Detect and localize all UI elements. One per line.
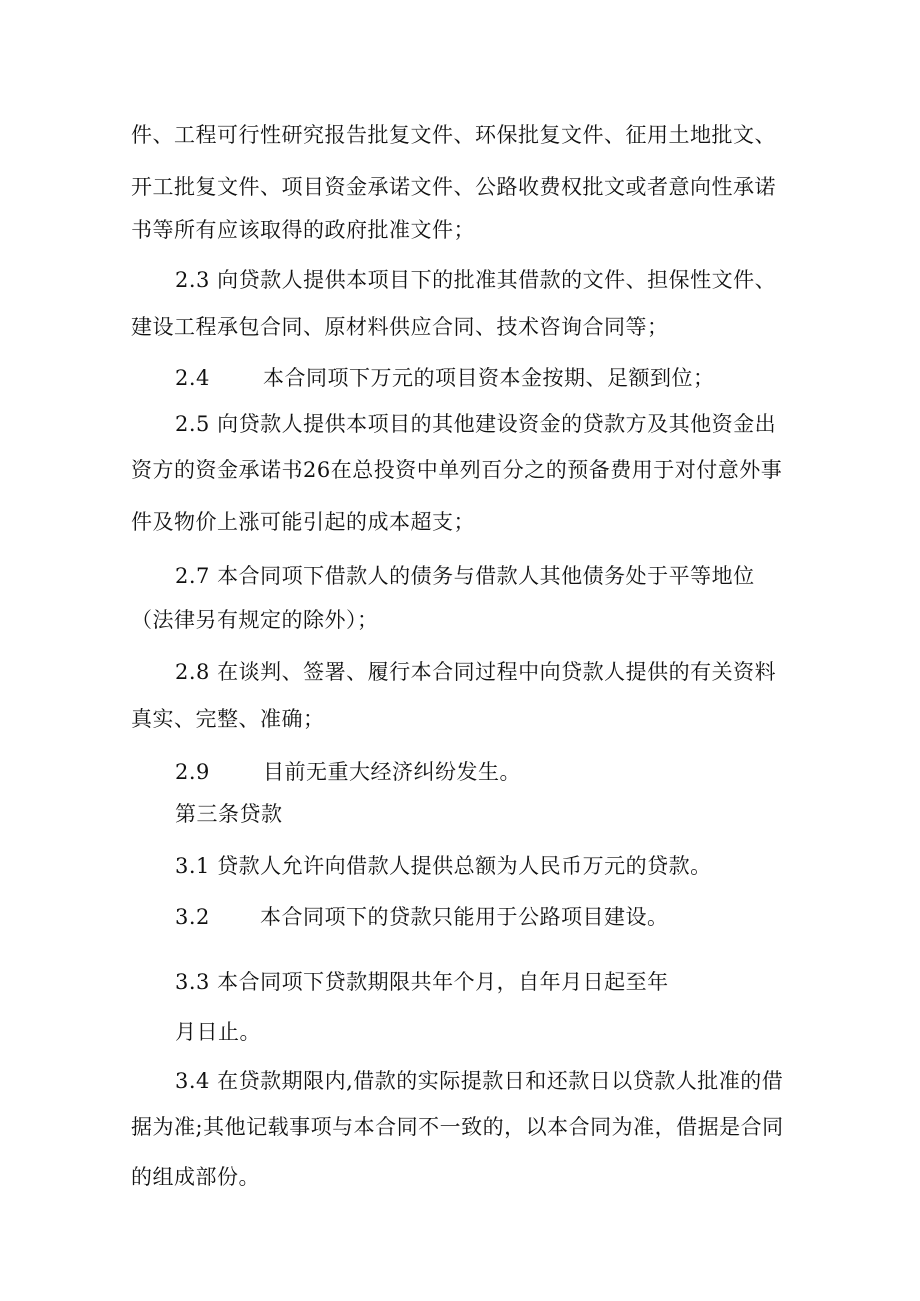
paragraph-line: 月日止。 bbox=[175, 1020, 261, 1044]
paragraph-line: 据为准;其他记载事项与本合同不一致的，以本合同为准，借据是合同 bbox=[131, 1115, 784, 1139]
paragraph-line: （法律另有规定的除外）； bbox=[131, 608, 379, 632]
clause-2-9 bbox=[175, 759, 521, 785]
clause-text: 本合同项下万元的项目资本金按期、足额到位； bbox=[263, 366, 715, 390]
paragraph-line: 开工批复文件、项目资金承诺文件、公路收费权批文或者意向性承诺 bbox=[131, 175, 776, 199]
clause-2-5-line: 2.5 向贷款人提供本项目的其他建设资金的贷款方及其他资金出 bbox=[175, 412, 777, 436]
clause-2-7-line: 2.7 本合同项下借款人的债务与借款人其他债务处于平等地位 bbox=[175, 564, 755, 588]
clause-2-8-line: 2.8 在谈判、签署、履行本合同过程中向贷款人提供的有关资料 bbox=[175, 660, 777, 684]
clause-2-3-line: 2.3 向贷款人提供本项目下的批准其借款的文件、担保性文件、 bbox=[175, 268, 777, 292]
clause-number: 2.9 bbox=[175, 760, 210, 784]
clause-number: 2.4 bbox=[175, 366, 210, 390]
section-heading: 第三条贷款 bbox=[175, 802, 283, 826]
paragraph-line: 件、工程可行性研究报告批复文件、环保批复文件、征用土地批文、 bbox=[131, 123, 776, 147]
clause-3-4-line: 3.4 在贷款期限内,借款的实际提款日和还款日以贷款人批准的借 bbox=[175, 1069, 784, 1093]
paragraph-line: 件及物价上涨可能引起的成本超支； bbox=[131, 510, 475, 534]
paragraph-line: 建设工程承包合同、原材料供应合同、技术咨询合同等； bbox=[131, 315, 669, 339]
paragraph-line: 真实、完整、准确； bbox=[131, 707, 325, 731]
clause-2-4 bbox=[175, 365, 715, 391]
clause-3-3-line: 3.3 本合同项下贷款期限共年个月，自年月日起至年 bbox=[175, 970, 669, 994]
clause-text: 目前无重大经济纠纷发生。 bbox=[263, 760, 521, 784]
clause-3-2 bbox=[175, 904, 669, 930]
paragraph-line: 书等所有应该取得的政府批准文件； bbox=[131, 218, 475, 242]
paragraph-line: 的组成部份。 bbox=[131, 1165, 260, 1189]
paragraph-line: 资方的资金承诺书26在总投资中单列百分之的预备费用于对付意外事 bbox=[131, 458, 783, 482]
clause-number: 3.2 bbox=[175, 905, 210, 929]
clause-3-1-line: 3.1 贷款人允许向借款人提供总额为人民币万元的贷款。 bbox=[175, 854, 712, 878]
clause-text: 本合同项下的贷款只能用于公路项目建设。 bbox=[260, 905, 669, 929]
